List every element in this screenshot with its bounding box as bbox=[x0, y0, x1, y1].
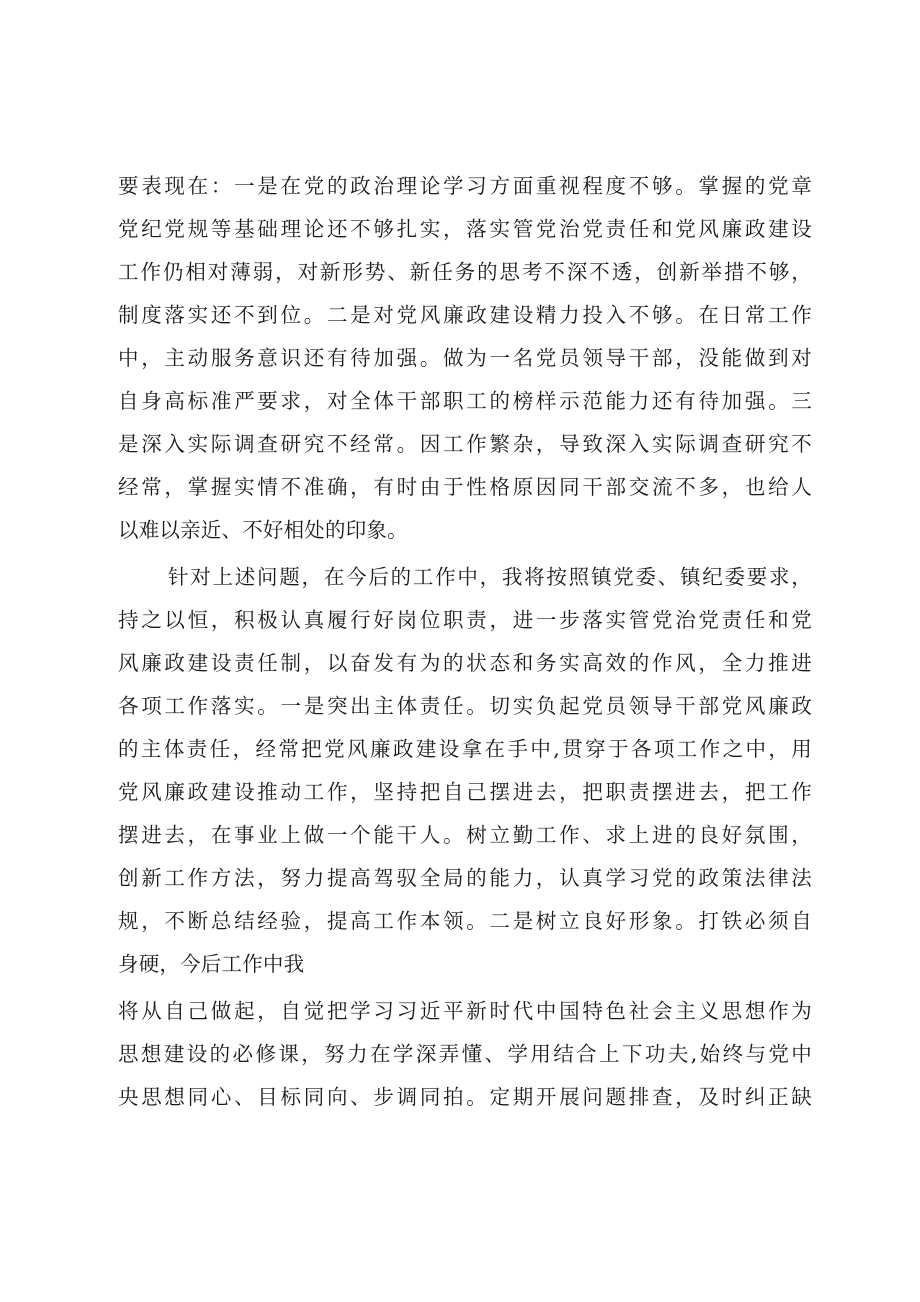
text-line: 党纪党规等基础理论还不够扎实，落实管党治党责任和党风廉政建设 bbox=[118, 217, 812, 241]
text-line: 要表现在：一是在党的政治理论学习方面重视程度不够。掌握的党章 bbox=[118, 174, 812, 198]
text-line: 是深入实际调查研究不经常。因工作繁杂，导致深入实际调查研究不 bbox=[118, 432, 812, 456]
text-line: 央思想同心、目标同向、步调同拍。定期开展问题排查，及时纠正缺 bbox=[118, 1085, 812, 1109]
text-line: 创新工作方法，努力提高驾驭全局的能力，认真学习党的政策法律法 bbox=[118, 866, 812, 890]
text-line: 以难以亲近、不好相处的印象。 bbox=[118, 518, 408, 542]
text-line: 党风廉政建设推动工作，坚持把自己摆进去，把职责摆进去，把工作 bbox=[118, 780, 812, 804]
text-line: 思想建设的必修课，努力在学深弄懂、学用结合上下功夫,始终与党中 bbox=[118, 1042, 812, 1066]
text-line: 身硬，今后工作中我 bbox=[118, 952, 305, 976]
text-line: 将从自己做起，自觉把学习习近平新时代中国特色社会主义思想作为 bbox=[118, 999, 812, 1023]
text-line: 各项工作落实。一是突出主体责任。切实负起党员领导干部党风廉政 bbox=[118, 694, 812, 718]
text-line: 风廉政建设责任制，以奋发有为的状态和务实高效的作风，全力推进 bbox=[118, 651, 812, 675]
text-line: 中，主动服务意识还有待加强。做为一名党员领导干部，没能做到对 bbox=[118, 346, 812, 370]
text-line: 制度落实还不到位。二是对党风廉政建设精力投入不够。在日常工作 bbox=[118, 303, 812, 327]
text-line: 自身高标准严要求，对全体干部职工的榜样示范能力还有待加强。三 bbox=[118, 389, 812, 413]
text-line: 摆进去，在事业上做一个能干人。树立勤工作、求上进的良好氛围， bbox=[118, 823, 812, 847]
paragraph-first-line: 针对上述问题，在今后的工作中，我将按照镇党委、镇纪委要求， bbox=[168, 565, 812, 589]
text-line: 规，不断总结经验，提高工作本领。二是树立良好形象。打铁必须自 bbox=[118, 909, 812, 933]
text-line: 工作仍相对薄弱，对新形势、新任务的思考不深不透，创新举措不够， bbox=[118, 260, 812, 284]
text-line: 经常，掌握实情不准确，有时由于性格原因同干部交流不多，也给人 bbox=[118, 475, 812, 499]
text-line: 的主体责任，经常把党风廉政建设拿在手中,贯穿于各项工作之中，用 bbox=[118, 737, 812, 761]
text-line: 持之以恒，积极认真履行好岗位职责，进一步落实管党治党责任和党 bbox=[118, 608, 812, 632]
